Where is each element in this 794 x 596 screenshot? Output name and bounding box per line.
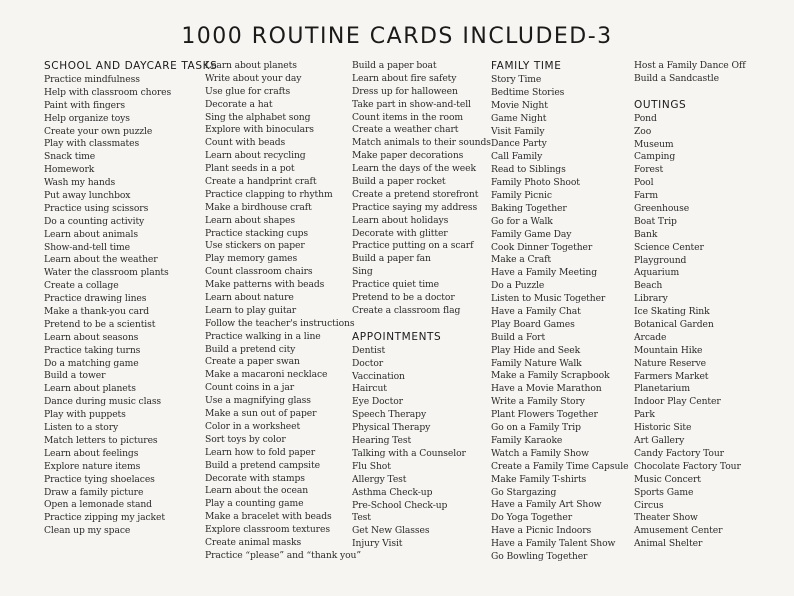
- list-item: Decorate with stamps: [205, 472, 305, 484]
- list-item: Learn about the weather: [44, 254, 158, 266]
- list-item: Practice saying my address: [352, 201, 478, 213]
- list-item: Make paper decorations: [352, 150, 464, 162]
- list-item: Library: [634, 293, 668, 305]
- heading-outings: OUTINGS: [634, 98, 687, 111]
- list-item: Baking Together: [491, 202, 567, 214]
- list-item: Create a handprint craft: [205, 176, 317, 188]
- list-item: Play Hide and Seek: [491, 344, 581, 356]
- list-item: Make a macaroni necklace: [205, 369, 328, 381]
- column-family-time: [491, 60, 628, 564]
- list-item: Build a pretend campsite: [205, 459, 320, 471]
- list-item: Go for a Walk: [491, 215, 553, 227]
- list-item: Explore nature items: [44, 460, 141, 472]
- list-item: Listen to a story: [44, 422, 119, 434]
- list-item: Historic Site: [634, 422, 692, 434]
- list-item: Dance Party: [491, 138, 547, 150]
- list-item: Learn about planets: [205, 60, 297, 71]
- list-outings: [634, 113, 746, 551]
- list-item: Build a Fort: [491, 331, 546, 343]
- list-item: Hearing Test: [352, 435, 412, 447]
- list-item: Practice stacking cups: [205, 227, 309, 239]
- list-item: Water the classroom plants: [44, 267, 169, 279]
- list-item: Create a classroom flag: [352, 304, 461, 316]
- list-item: Pretend to be a scientist: [44, 318, 156, 330]
- list-item: Farm: [634, 190, 658, 202]
- list-item: Nature Reserve: [634, 357, 707, 369]
- heading-school-daycare: SCHOOL AND DAYCARE TASKS: [44, 60, 218, 72]
- list-item: Make a thank-you card: [44, 306, 150, 318]
- column-school: [44, 60, 217, 538]
- list-item: Speech Therapy: [352, 409, 427, 421]
- column-school-and-appointments: [352, 60, 491, 551]
- list-item: Color in a worksheet: [205, 420, 301, 432]
- heading-appointments: APPOINTMENTS: [352, 330, 442, 343]
- list-item: Count classroom chairs: [205, 266, 313, 278]
- list-item: Decorate with glitter: [352, 227, 448, 239]
- list-item: Dress up for halloween: [352, 85, 458, 97]
- list-item: Candy Factory Tour: [634, 447, 724, 459]
- list-item: Camping: [634, 151, 676, 163]
- list-item: Amusement Center: [634, 525, 723, 537]
- list-item: Wash my hands: [44, 177, 116, 189]
- list-item: Homework: [44, 164, 95, 176]
- list-item: Practice “please” and “thank you”: [205, 549, 361, 561]
- list-item: Indoor Play Center: [634, 396, 721, 408]
- list-school-daycare: [44, 74, 217, 538]
- list-item: Call Family: [491, 151, 543, 163]
- list-item: Show-and-tell time: [44, 241, 130, 253]
- list-item: Explore classroom textures: [205, 524, 330, 536]
- list-item: Family Karaoke: [491, 434, 563, 446]
- list-item: Game Night: [491, 112, 547, 124]
- list-item: Have a Family Talent Show: [491, 538, 616, 550]
- list-item: Match animals to their sounds: [352, 137, 491, 149]
- list-item: Help organize toys: [44, 112, 130, 124]
- list-item: Play memory games: [205, 253, 298, 265]
- list-item: Create a collage: [44, 280, 119, 292]
- list-item: Practice tying shoelaces: [44, 473, 155, 485]
- list-item: Make patterns with beads: [205, 279, 325, 291]
- list-item: Art Gallery: [634, 435, 685, 447]
- list-item: Mountain Hike: [634, 344, 703, 356]
- list-item: Boat Trip: [634, 215, 677, 227]
- list-item: Zoo: [634, 125, 652, 137]
- list-item: Eye Doctor: [352, 396, 403, 408]
- list-item: Planetarium: [634, 383, 690, 395]
- list-item: Create a Family Time Capsule: [491, 460, 629, 472]
- list-item: Beach: [634, 280, 663, 292]
- list-item: Music Concert: [634, 473, 701, 485]
- list-item: Watch a Family Show: [491, 447, 589, 459]
- list-item: Allergy Test: [352, 473, 407, 485]
- list-family-time: [491, 74, 628, 564]
- list-item: Vaccination: [352, 370, 405, 382]
- list-item: Practice drawing lines: [44, 293, 147, 305]
- list-item: Dance during music class: [44, 396, 162, 408]
- list-item: Chocolate Factory Tour: [634, 460, 741, 472]
- list-item: Help with classroom chores: [44, 86, 172, 98]
- list-item: Build a paper rocket: [352, 176, 446, 188]
- list-item: Clean up my space: [44, 525, 131, 537]
- list-item: Forest: [634, 164, 664, 176]
- list-item: Greenhouse: [634, 203, 690, 215]
- list-item: Play with classmates: [44, 138, 140, 150]
- list-school-daycare-cont-1: [205, 60, 361, 563]
- list-item: Family Picnic: [491, 190, 552, 202]
- list-item: Read to Siblings: [491, 164, 566, 176]
- list-item: Write about your day: [205, 72, 302, 84]
- list-item: Bedtime Stories: [491, 86, 565, 98]
- list-item: Learn about animals: [44, 228, 138, 240]
- list-item: Have a Family Chat: [491, 306, 581, 318]
- list-item: Practice quiet time: [352, 279, 439, 291]
- list-family-time-cont: [634, 60, 746, 86]
- list-item: Count coins in a jar: [205, 382, 295, 394]
- list-item: Use a magnifying glass: [205, 395, 311, 407]
- list-item: Movie Night: [491, 99, 548, 111]
- heading-family-time: FAMILY TIME: [491, 60, 562, 72]
- list-item: Injury Visit: [352, 538, 403, 550]
- list-item: Play Board Games: [491, 318, 575, 330]
- list-item: Family Photo Shoot: [491, 177, 580, 189]
- column-family-and-outings: [634, 60, 746, 551]
- list-item: Take part in show-and-tell: [352, 98, 471, 110]
- list-item: Build a pretend city: [205, 343, 296, 355]
- list-item: Host a Family Dance Off: [634, 60, 746, 71]
- list-item: Museum: [634, 138, 674, 150]
- list-item: Build a Sandcastle: [634, 72, 719, 84]
- list-item: Learn about shapes: [205, 214, 296, 226]
- list-item: Bank: [634, 228, 658, 240]
- list-item: Create a paper swan: [205, 356, 300, 368]
- list-item: Draw a family picture: [44, 486, 144, 498]
- list-item: Haircut: [352, 383, 387, 395]
- list-item: Learn the days of the week: [352, 163, 476, 175]
- list-item: Learn how to fold paper: [205, 446, 316, 458]
- list-item: Go Stargazing: [491, 486, 557, 498]
- list-item: Make a bracelet with beads: [205, 511, 332, 523]
- list-item: Physical Therapy: [352, 422, 431, 434]
- list-item: Build a tower: [44, 370, 106, 382]
- list-item: Story Time: [491, 74, 542, 85]
- list-item: Have a Family Art Show: [491, 499, 602, 511]
- list-item: Pre-School Check-up: [352, 499, 448, 511]
- list-item: Practice using scissors: [44, 202, 149, 214]
- list-item: Practice clapping to rhythm: [205, 188, 333, 200]
- list-item: Decorate a hat: [205, 98, 273, 110]
- list-item: Have a Picnic Indoors: [491, 525, 592, 537]
- list-school-daycare-cont-2: [352, 60, 491, 318]
- list-item: Do Yoga Together: [491, 512, 572, 524]
- list-item: Learn about planets: [44, 383, 136, 395]
- list-item: Play a counting game: [205, 498, 304, 510]
- list-item: Arcade: [634, 331, 667, 343]
- list-item: Open a lemonade stand: [44, 499, 152, 511]
- list-item: Build a paper fan: [352, 253, 431, 265]
- list-item: Use stickers on paper: [205, 240, 305, 252]
- list-item: Practice putting on a scarf: [352, 240, 474, 252]
- list-item: Create a pretend storefront: [352, 188, 479, 200]
- list-item: Count items in the room: [352, 111, 464, 123]
- list-item: Have a Movie Marathon: [491, 383, 602, 395]
- list-item: Plant seeds in a pot: [205, 163, 295, 175]
- list-item: Doctor: [352, 357, 384, 369]
- list-item: Play with puppets: [44, 409, 126, 421]
- list-item: Learn to play guitar: [205, 304, 297, 316]
- list-item: Family Game Day: [491, 228, 572, 240]
- list-item: Go on a Family Trip: [491, 422, 581, 434]
- list-item: Theater Show: [634, 512, 698, 524]
- list-item: Create your own puzzle: [44, 125, 153, 137]
- list-item: Family Nature Walk: [491, 357, 582, 369]
- list-item: Listen to Music Together: [491, 293, 606, 305]
- list-item: Make a birdhouse craft: [205, 201, 312, 213]
- list-item: Do a Puzzle: [491, 280, 545, 292]
- list-item: Snack time: [44, 151, 96, 163]
- page-title: 1000 ROUTINE CARDS INCLUDED-3: [181, 24, 613, 49]
- list-item: Circus: [634, 499, 664, 511]
- list-item: Create a weather chart: [352, 124, 459, 136]
- list-item: Playground: [634, 254, 687, 266]
- list-item: Asthma Check-up: [352, 486, 433, 498]
- list-item: Learn about nature: [205, 292, 294, 304]
- list-item: Use glue for crafts: [205, 85, 291, 97]
- list-item: Flu Shot: [352, 460, 391, 472]
- list-item: Paint with fingers: [44, 99, 125, 111]
- list-item: Have a Family Meeting: [491, 267, 597, 279]
- list-item: Explore with binoculars: [205, 124, 314, 136]
- list-item: Follow the teacher's instructions: [205, 317, 355, 329]
- list-item: Do a matching game: [44, 357, 139, 369]
- list-item: Learn about the ocean: [205, 485, 309, 497]
- list-item: Aquarium: [634, 267, 680, 279]
- list-item: Put away lunchbox: [44, 190, 131, 202]
- list-item: Learn about holidays: [352, 214, 449, 226]
- list-item: Pool: [634, 177, 654, 189]
- list-item: Build a paper boat: [352, 60, 437, 71]
- list-item: Learn about feelings: [44, 447, 139, 459]
- list-item: Science Center: [634, 241, 704, 253]
- list-item: Make Family T-shirts: [491, 473, 587, 485]
- list-item: Plant Flowers Together: [491, 409, 598, 421]
- list-item: Match letters to pictures: [44, 434, 158, 446]
- list-item: Farmers Market: [634, 370, 709, 382]
- list-item: Park: [634, 409, 655, 421]
- list-item: Make a Family Scrapbook: [491, 370, 610, 382]
- list-item: Practice walking in a line: [205, 330, 321, 342]
- list-item: Test: [352, 512, 371, 524]
- list-item: Ice Skating Rink: [634, 306, 710, 318]
- list-item: Go Bowling Together: [491, 550, 588, 562]
- list-item: Learn about seasons: [44, 331, 139, 343]
- list-item: Visit Family: [491, 125, 545, 137]
- list-item: Dentist: [352, 344, 386, 356]
- list-item: Count with beads: [205, 137, 286, 149]
- list-item: Cook Dinner Together: [491, 241, 593, 253]
- list-item: Learn about fire safety: [352, 72, 457, 84]
- column-school-continued: [205, 60, 361, 563]
- list-item: Learn about recycling: [205, 150, 306, 162]
- list-item: Practice taking turns: [44, 344, 141, 356]
- list-item: Botanical Garden: [634, 319, 714, 331]
- list-item: Write a Family Story: [491, 396, 585, 408]
- list-item: Pond: [634, 112, 657, 124]
- list-item: Talking with a Counselor: [352, 447, 466, 459]
- list-item: Practice zipping my jacket: [44, 512, 165, 524]
- list-item: Sports Game: [634, 486, 694, 498]
- list-appointments: [352, 345, 491, 551]
- list-item: Do a counting activity: [44, 215, 145, 227]
- list-item: Create animal masks: [205, 536, 302, 548]
- list-item: Make a sun out of paper: [205, 408, 317, 420]
- list-item: Make a Craft: [491, 254, 551, 266]
- list-item: Sing the alphabet song: [205, 111, 311, 123]
- list-item: Pretend to be a doctor: [352, 292, 455, 304]
- list-item: Animal Shelter: [634, 538, 703, 550]
- list-item: Sort toys by color: [205, 433, 286, 445]
- list-item: Sing: [352, 266, 373, 278]
- list-item: Practice mindfulness: [44, 74, 140, 85]
- list-item: Get New Glasses: [352, 525, 430, 537]
